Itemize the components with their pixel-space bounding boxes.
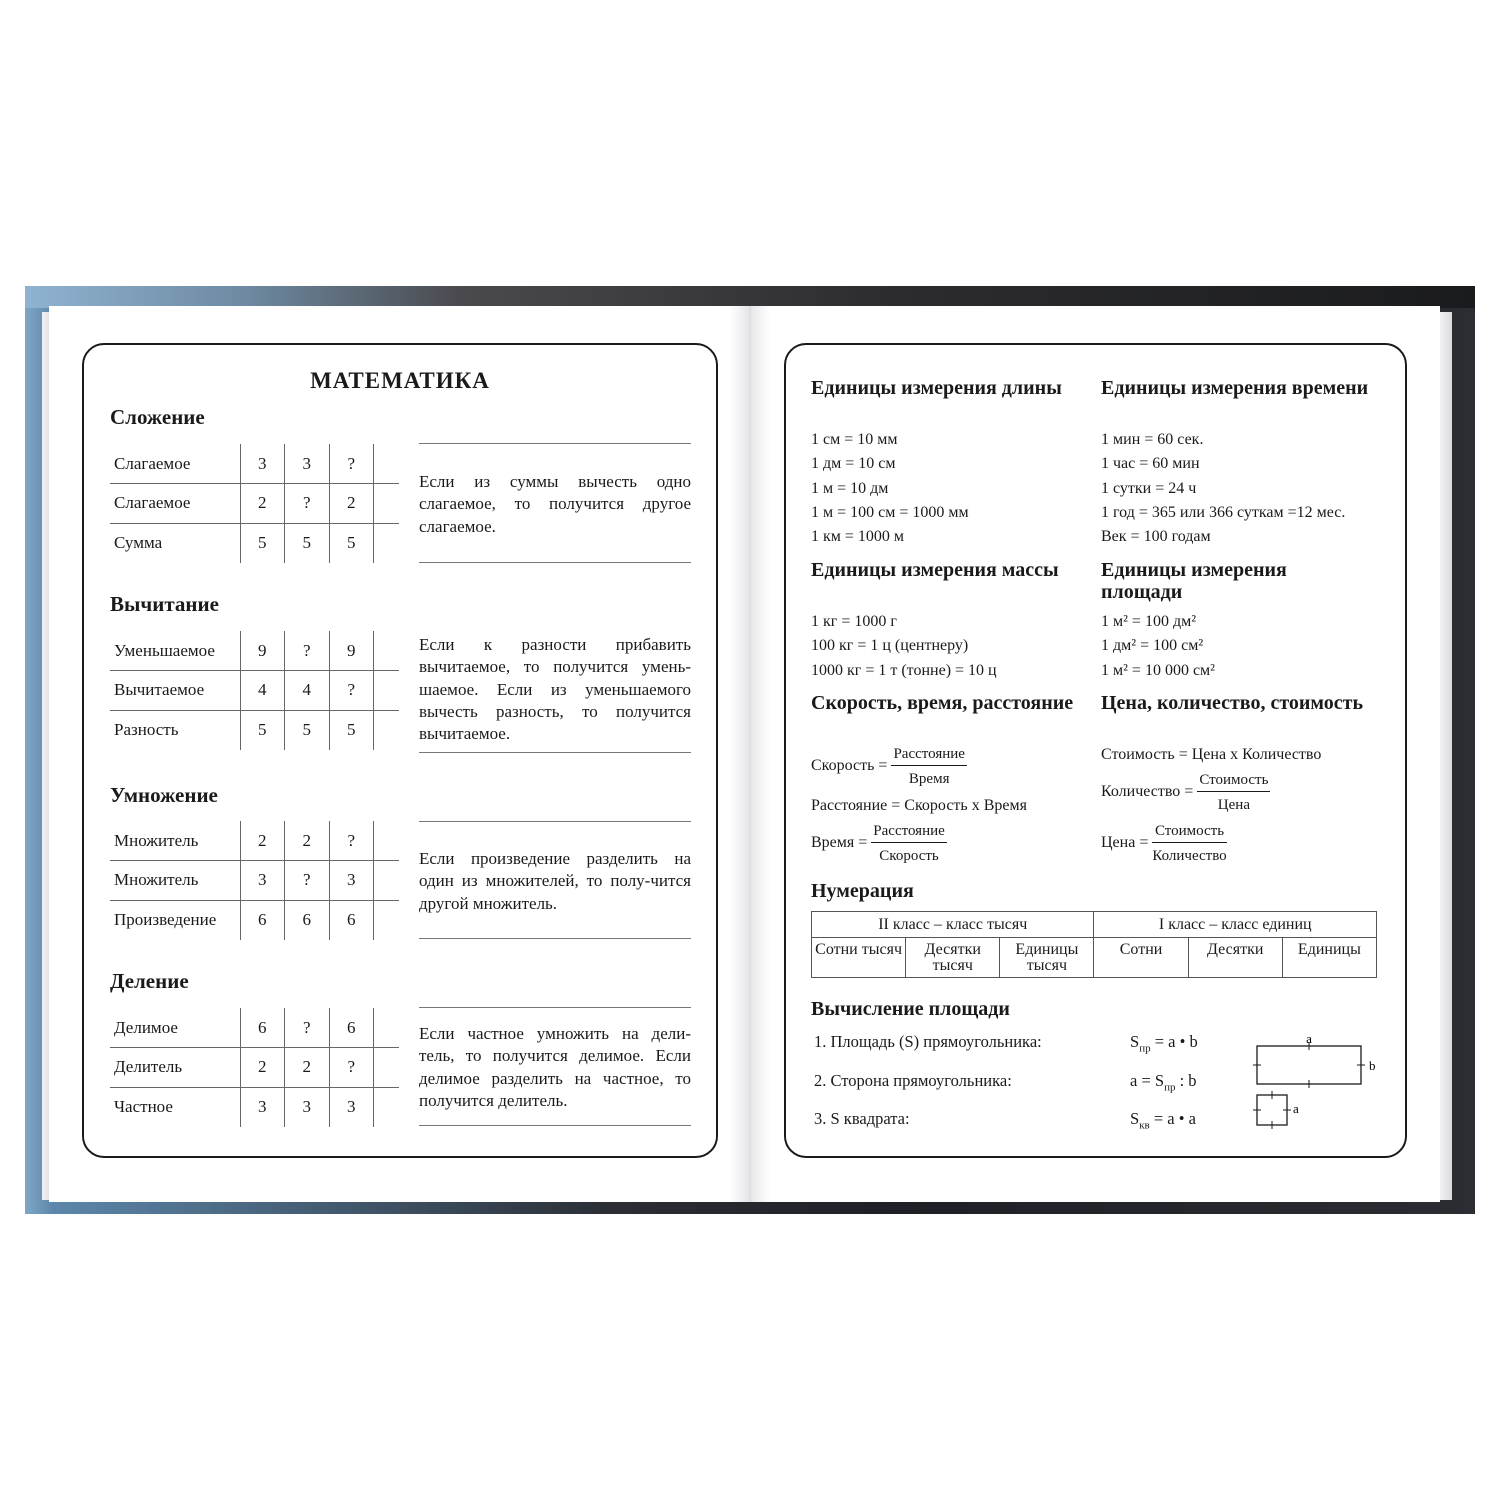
list-item: 1 см = 10 мм (811, 431, 898, 448)
cost-formula: Стоимость = Цена х Количество (1101, 746, 1322, 763)
cell-value: 5 (285, 523, 330, 563)
cell-value: 2 (240, 1048, 285, 1088)
multiplication-table (110, 821, 399, 940)
column-header: Единицы тысяч (1000, 938, 1094, 978)
numeration-title: Нумерация (811, 880, 914, 902)
table-row (812, 938, 1377, 978)
list-item: 1 м = 10 дм (811, 479, 889, 497)
table-row (110, 523, 399, 563)
numeration-table (811, 911, 1377, 978)
cell-value: 4 (285, 671, 330, 711)
list-item: 1 год = 365 или 366 суткам =12 мес. (1101, 503, 1346, 521)
section-title-addition: Сложение (110, 405, 205, 429)
section-title-division: Деление (110, 969, 189, 993)
divider (419, 938, 691, 939)
class-units: I класс – класс единиц (1094, 912, 1377, 938)
cell-value: 5 (240, 710, 285, 750)
cell-value: ? (329, 671, 374, 711)
row-label: Частное (110, 1087, 240, 1127)
numerator: Расстояние (871, 823, 947, 843)
numerator: Стоимость (1197, 772, 1270, 792)
formula-left: Время = (811, 834, 868, 852)
row-label: Делимое (110, 1008, 240, 1048)
mass-units-title: Единицы измерения массы (811, 559, 1059, 581)
cell-value: 6 (285, 900, 330, 940)
cell-value: 2 (240, 821, 285, 861)
multiplication-rule: Если произведение разделить на один из множителей, то полу-чится другой множитель. (419, 849, 691, 913)
denominator: Скорость (879, 848, 939, 864)
distance-formula: Расстояние = Скорость х Время (811, 797, 1027, 814)
column-header: Единицы (1282, 938, 1376, 978)
fraction (1152, 823, 1226, 864)
division-table (110, 1008, 399, 1127)
list-item: 1000 кг = 1 т (тонне) = 10 ц (811, 661, 997, 679)
square-label-a: a (1293, 1101, 1299, 1116)
cell-value: ? (285, 861, 330, 901)
list-item: 1 м² = 100 дм² (1101, 613, 1197, 630)
book-gutter (730, 306, 770, 1202)
cell-value: 3 (285, 444, 330, 484)
cell-value: 2 (285, 821, 330, 861)
cell-value: 4 (240, 671, 285, 711)
cell-value: 2 (329, 484, 374, 524)
fraction (1197, 772, 1270, 813)
row-label: Слагаемое (110, 444, 240, 484)
table-row (110, 900, 399, 940)
divider (419, 821, 691, 822)
divider (419, 443, 691, 444)
list-item: 1 м² = 10 000 см² (1101, 661, 1215, 679)
denominator: Количество (1152, 848, 1227, 864)
fraction (891, 746, 967, 787)
cell-value: 3 (240, 861, 285, 901)
cell-value: 5 (329, 523, 374, 563)
row-label: Уменьшаемое (110, 631, 240, 671)
row-label: Множитель (110, 861, 240, 901)
time-units-list (1101, 428, 1345, 549)
length-units-title: Единицы измерения длины (811, 377, 1062, 399)
cell-value: 3 (240, 444, 285, 484)
divider (419, 1125, 691, 1126)
addition-table (110, 444, 399, 563)
area-item-3: 3. S квадрата: (814, 1109, 910, 1128)
area-formula-3: $S_{кв} = a$ • a (1130, 1109, 1196, 1132)
row-label: Разность (110, 710, 240, 750)
list-item: 1 км = 1000 м (811, 528, 905, 546)
list-item: 1 кг = 1000 г (811, 613, 897, 630)
time-units-title: Единицы измерения времени (1101, 377, 1369, 399)
mass-units-list (811, 610, 997, 683)
cell-value: 3 (329, 1087, 374, 1127)
table-row (110, 861, 399, 901)
list-item: 1 сутки = 24 ч (1101, 479, 1197, 497)
speed-formula (811, 746, 967, 787)
cell-value: ? (329, 1048, 374, 1088)
row-label: Множитель (110, 821, 240, 861)
divider (419, 752, 691, 753)
table-row (110, 710, 399, 750)
list-item: 1 дм² = 100 см² (1101, 637, 1204, 655)
table-row (110, 444, 399, 484)
cell-value: 3 (240, 1087, 285, 1127)
divider (419, 562, 691, 563)
column-header: Сотни (1094, 938, 1188, 978)
list-item: 1 дм = 10 см (811, 455, 896, 473)
cell-value: 2 (240, 484, 285, 524)
fraction (871, 823, 947, 864)
cover-top-edge (25, 286, 1475, 308)
class-thousands: II класс – класс тысяч (812, 912, 1094, 938)
cell-value: 6 (329, 1008, 374, 1048)
section-title-multiplication: Умножение (110, 783, 218, 807)
addition-rule: Если из суммы вычесть одно слагаемое, то получится другое слагаемое. (419, 472, 691, 536)
table-row (110, 671, 399, 711)
table-row (110, 1008, 399, 1048)
cell-value: 2 (285, 1048, 330, 1088)
column-header: Десятки (1188, 938, 1282, 978)
price-formula (1101, 823, 1227, 864)
list-item: 100 кг = 1 ц (центнеру) (811, 637, 969, 655)
time-formula (811, 823, 947, 864)
length-units-list (811, 428, 969, 549)
area-formula-2: $a = S_{пр}$ : b (1130, 1071, 1197, 1094)
cell-value: ? (329, 444, 374, 484)
area-item-2: 2. Сторона прямоугольника: (814, 1071, 1012, 1090)
rectangle-diagram (1250, 1030, 1380, 1130)
column-header: Сотни тысяч (812, 938, 906, 978)
row-label: Сумма (110, 523, 240, 563)
table-row (110, 1087, 399, 1127)
list-item: Век = 100 годам (1101, 528, 1211, 546)
cell-value: ? (285, 484, 330, 524)
numerator: Расстояние (891, 746, 967, 766)
cell-value: 9 (329, 631, 374, 671)
row-label: Вычитаемое (110, 671, 240, 711)
list-item: 1 час = 60 мин (1101, 455, 1200, 473)
division-rule: Если частное умножить на дели-тель, то получится делимое. Если делимое разделить на частное, то получится делитель. (419, 1024, 691, 1110)
cell-value: 3 (285, 1087, 330, 1127)
cell-value: 3 (329, 861, 374, 901)
page-title: МАТЕМАТИКА (310, 368, 490, 393)
cell-value: ? (329, 821, 374, 861)
area-item-1: 1. Площадь (S) прямоугольника: (814, 1032, 1042, 1051)
price-title: Цена, количество, стоимость (1101, 692, 1364, 714)
numerator: Стоимость (1152, 823, 1226, 843)
row-label: Произведение (110, 900, 240, 940)
table-row (110, 631, 399, 671)
table-row (110, 821, 399, 861)
formula-left: Количество = (1101, 783, 1194, 801)
cell-value: 5 (329, 710, 374, 750)
rect-label-b: b (1369, 1058, 1376, 1073)
row-label: Делитель (110, 1048, 240, 1088)
cell-value: 6 (240, 900, 285, 940)
square-shape (1257, 1095, 1287, 1125)
subtraction-table (110, 631, 399, 750)
subtraction-rule: Если к разности прибавить вычитаемое, то получится умень-шаемое. Если из уменьшаемого вычесть разность, то получится вычитаемое. (419, 635, 691, 744)
cell-value: 5 (285, 710, 330, 750)
formula-left: Цена = (1101, 834, 1149, 852)
cell-value: 9 (240, 631, 285, 671)
column-header: Десятки тысяч (906, 938, 1000, 978)
divider (419, 1007, 691, 1008)
speed-title: Скорость, время, расстояние (811, 692, 1074, 714)
cell-value: ? (285, 631, 330, 671)
row-label: Слагаемое (110, 484, 240, 524)
area-units-list (1101, 610, 1215, 683)
cell-value: 6 (329, 900, 374, 940)
area-formula-1: $S_{пр} = a$ • b (1130, 1032, 1198, 1055)
cell-value: ? (285, 1008, 330, 1048)
section-title-subtraction: Вычитание (110, 592, 219, 616)
table-row (110, 1048, 399, 1088)
right-page-edge (1440, 312, 1452, 1200)
area-calc-title: Вычисление площади (811, 998, 1010, 1020)
cell-value: 5 (240, 523, 285, 563)
table-row (812, 912, 1377, 938)
rect-label-a: a (1306, 1031, 1312, 1046)
denominator: Цена (1217, 797, 1250, 813)
list-item: 1 м = 100 см = 1000 мм (811, 503, 969, 521)
table-row (110, 484, 399, 524)
quantity-formula (1101, 772, 1270, 813)
area-units-title: Единицы измерения площади (1101, 559, 1287, 603)
rectangle-shape (1257, 1046, 1361, 1084)
formula-left: Скорость = (811, 757, 888, 775)
denominator: Время (908, 771, 950, 787)
cell-value: 6 (240, 1008, 285, 1048)
list-item: 1 мин = 60 сек. (1101, 431, 1204, 448)
